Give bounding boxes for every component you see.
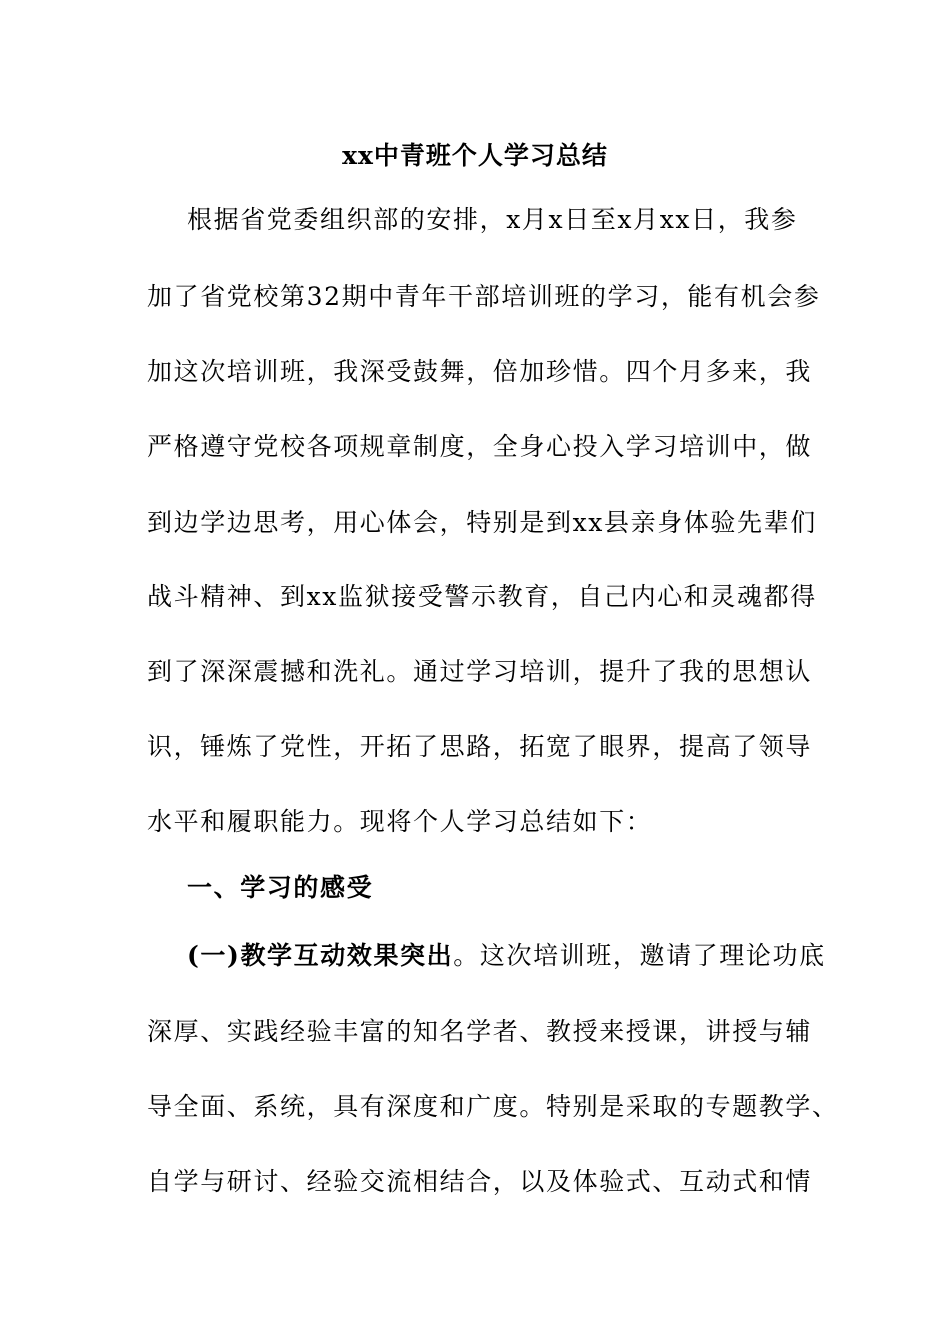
section-heading: 一、学习的感受 [187,873,374,902]
document-title: xx中青班个人学习总结 [342,141,608,170]
paragraph-line: 导全面、系统，具有深度和广度。特别是采取的专题教学、 [147,1092,839,1121]
paragraph-line: 到了深深震撼和洗礼。通过学习培训，提升了我的思想认 [147,657,813,686]
subsection-first-line-text: 。这次培训班，邀请了理论功底 [453,941,826,970]
paragraph-line: 识，锤炼了党性，开拓了思路，拓宽了眼界，提高了领导 [147,732,813,761]
paragraph-line: 到边学边思考，用心体会，特别是到xx县亲身体验先辈们 [147,508,817,537]
paragraph-line: 自学与研讨、经验交流相结合，以及体验式、互动式和情 [147,1167,813,1196]
paragraph-line: 深厚、实践经验丰富的知名学者、教授来授课，讲授与辅 [147,1017,813,1046]
paragraph-line: 水平和履职能力。现将个人学习总结如下： [147,807,653,836]
paragraph-line: 加这次培训班，我深受鼓舞，倍加珍惜。四个月多来，我 [147,357,813,386]
paragraph-line: 加了省党校第32期中青年干部培训班的学习，能有机会参 [147,282,821,311]
subsection-heading: (一)教学互动效果突出 [187,941,454,970]
paragraph-line: 根据省党委组织部的安排，x月x日至x月xx日，我参 [187,205,798,234]
paragraph-line: 战斗精神、到xx监狱接受警示教育，自己内心和灵魂都得 [147,582,817,611]
subsection-first-line [187,940,847,972]
paragraph-line: 严格遵守党校各项规章制度，全身心投入学习培训中，做 [147,432,813,461]
